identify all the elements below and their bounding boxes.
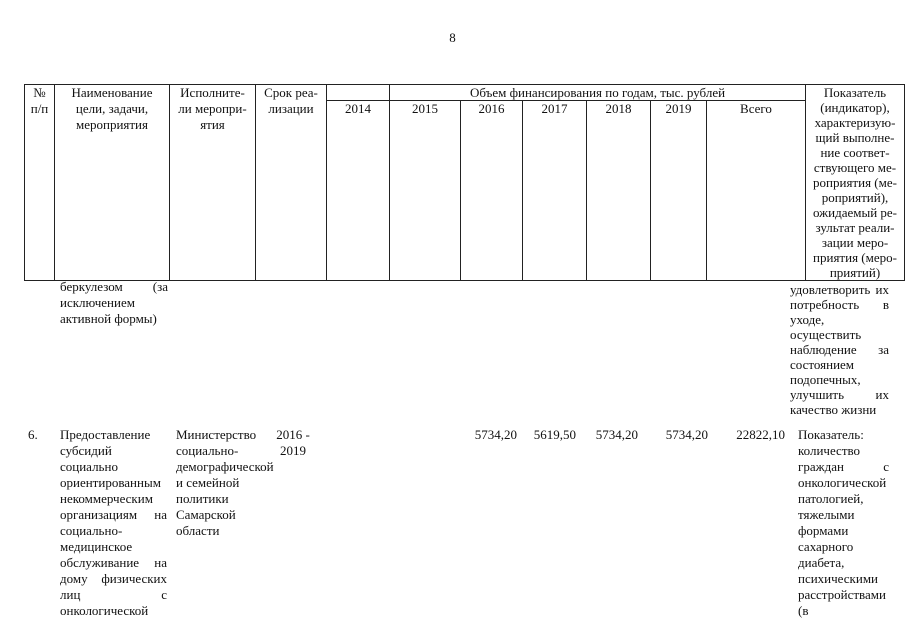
row-indicator: Показатель: количество граждан с онкологической патологией, тяжелыми формами сахарного диабета, психическими расстройствами (в [798, 427, 889, 618]
row-value-2017: 5619,50 [533, 427, 576, 442]
header-executor: Исполните- ли меропри- ятия [170, 85, 256, 281]
row-value-2016: 5734,20 [474, 427, 517, 442]
header-year-2014-top [327, 85, 390, 101]
header-year-2017: 2017 [523, 101, 587, 281]
row-value-2018: 5734,20 [595, 427, 638, 442]
header-period: Срок реа- лизации [256, 85, 327, 281]
header-year-total: Всего [707, 101, 806, 281]
header-name: Наименование цели, задачи, мероприятия [55, 85, 170, 281]
header-year-2014: 2014 [327, 101, 390, 281]
continuation-indicator: удовлетворить их потребность в уходе, осуществить наблюдение за состоянием подопечных, улучшить их качество жизни [790, 282, 889, 417]
header-year-2015: 2015 [390, 101, 461, 281]
page-number: 8 [449, 30, 456, 45]
row-value-2019: 5734,20 [665, 427, 708, 442]
header-num: № п/п [25, 85, 55, 281]
continuation-name: беркулезом (за исключением активной формы) [60, 279, 168, 326]
header-year-2016: 2016 [461, 101, 523, 281]
header-funding: Объем финансирования по годам, тыс. рублей [390, 85, 806, 101]
row-executor: Министерство социально-демографической и семейной политики Самарской области [176, 427, 274, 538]
table-header [24, 84, 905, 281]
row-period: 2016 - 2019 [276, 427, 310, 458]
row-value-total: 22822,10 [736, 427, 785, 442]
header-year-2019: 2019 [651, 101, 707, 281]
header-indicator: Показатель (индикатор), характеризую- щий выполне- ние соответ- ствующего ме- роприятия (ме- роприятий), ожидаемый ре- зультат реали- зации меро- приятия (меро- приятий) [806, 85, 905, 281]
row-name: Предоставление субсидий социально ориентированным некоммерческим организациям на социально-медицинское обслуживание на дому физических лиц с онкологической [60, 427, 167, 618]
header-year-2018: 2018 [587, 101, 651, 281]
row-num: 6. [28, 427, 38, 442]
